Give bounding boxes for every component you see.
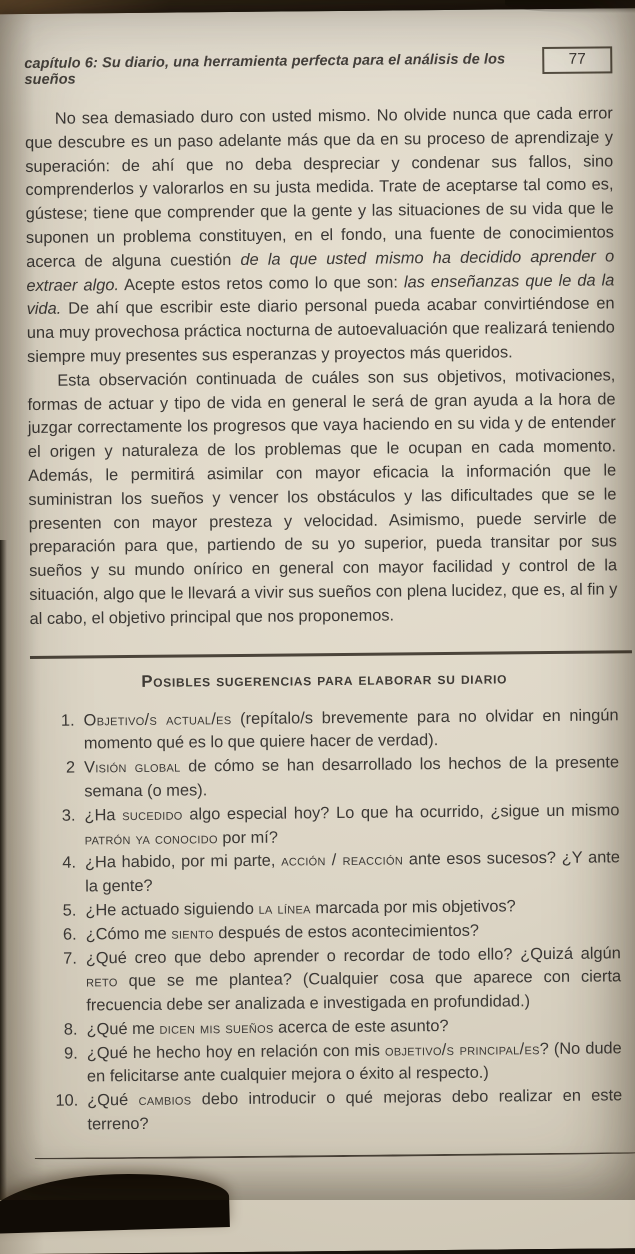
paragraph <box>25 102 615 369</box>
text-segment: (repítalo/s brevemente para no olvidar en ningún momento qué es lo que quiere hacer de verdad). <box>83 705 619 753</box>
text-segment: algo especial hoy? Lo que ha ocurrido, ¿sigue un mismo <box>182 801 620 824</box>
text-segment: que se me plantea? (Cualquier cosa que aparece con cierta frecuencia debe ser analizada e investigada en profundidad.) <box>86 967 622 1015</box>
list-item-number: 5. <box>62 901 77 920</box>
list-item <box>47 942 622 1019</box>
text-segment: marcada por mis objetivos? <box>310 897 516 918</box>
text-segment: ¿Qué he hecho hoy en relación con mis <box>86 1041 386 1063</box>
body-paragraphs <box>25 102 618 631</box>
chapter-header <box>24 47 542 88</box>
page-content <box>0 8 635 1254</box>
text-segment: por mí? <box>217 828 279 847</box>
text-segment: ¿He actuado siguiendo <box>85 899 259 920</box>
list-item-number: 3. <box>61 806 76 825</box>
text-segment: ¿Ha habido, por mi parte, <box>84 851 282 872</box>
list-item <box>45 799 619 852</box>
text-segment: ¿Qué creo que debo aprender o recordar de todo ello? ¿Quizá algún <box>85 943 621 967</box>
text-segment: ante esos sucesos? ¿Y ante la gente? <box>85 848 621 896</box>
text-segment: Objetivo/s actual/es <box>83 709 232 730</box>
page-number-box <box>542 46 612 74</box>
text-segment: acerca de este asunto? <box>273 1016 449 1037</box>
text-segment: ¿Cómo me <box>85 924 172 944</box>
list-item-number: 6. <box>62 925 77 944</box>
list-item <box>46 847 620 900</box>
section-title: Posibles sugerencias para elaborar su diario <box>141 667 508 691</box>
text-segment: ¿Qué <box>87 1091 139 1110</box>
list-item-text <box>85 847 620 900</box>
text-segment: patrón ya conocido <box>84 828 218 848</box>
text-segment: sucedido <box>122 805 183 824</box>
list-item-text <box>87 1037 622 1090</box>
list-item-number: 9. <box>64 1044 78 1063</box>
list-item-text <box>87 1085 622 1138</box>
photo-left-page-edge <box>0 540 7 1200</box>
list-item <box>44 704 618 757</box>
list-item <box>48 1085 622 1138</box>
text-segment: Acepte estos retos como lo que son: <box>118 272 404 294</box>
text-segment: de cómo se han desarrollado los hechos de la presente semana (o mes). <box>84 753 620 801</box>
list-item-text <box>84 751 619 804</box>
text-segment: después de estos acontecimientos? <box>213 921 480 942</box>
text-segment: de la que usted mismo ha decidido aprender o extraer algo. <box>26 247 615 295</box>
text-segment: dicen mis sueños <box>159 1018 274 1038</box>
list-item-number: 2 <box>65 758 76 777</box>
list-item-number: 7. <box>63 949 77 968</box>
text-segment: No sea demasiado duro con usted mismo. No olvide nunca que cada error que descubre es un paso adelante más que da en su proceso de aprendizaje y superación: de ahí que no deba despreciar y condenar sus fallos, sino comprenderlos y valorarlos en su justa medida. Trate de aceptarse tal como es, gústese; tiene que comprender que la gente y las situaciones de su vida que le suponen un problema constituyen, en el fondo, una fuente de conocimientos acerca de alguna cuestión <box>24 104 615 271</box>
page-number: 77 <box>568 50 586 68</box>
list-item-number: 8. <box>63 1020 78 1039</box>
text-segment: De ahí que escribir este diario personal pueda acabar convirtiéndose en una muy provechosa práctica nocturna de autoevaluación que realizará teniendo siempre muy presentes sus esperanzas y proyectos más queridos. <box>26 294 615 366</box>
section-divider-top <box>30 650 632 659</box>
text-segment: Esta observación continuada de cuáles son sus objetivos, motivaciones, formas de actuar y tipo de vida en general le será de gran ayuda a la hora de juzgar correctamente los progresos que vaya haciendo en su vida y de entender el origen y naturaleza de los problemas que le ocupan en cada momento. Además, le permitirá asimilar con mayor eficacia la información que le suministran los sueños y vencer los obstáculos y las dificultades que se le presenten con mayor presteza y velocidad. Asimismo, puede servirle de preparación para que, partiendo de su yo superior, pueda transitar por sus sueños y su mundo onírico en general con mayor facilidad y control de la situación, algo que le llevará a vivir sus sueños con plena lucidez, que es, al fin y al cabo, el objetivo principal que nos proponemos. <box>27 366 618 628</box>
list-item-text <box>86 942 622 1019</box>
text-segment: objetivo/s principal/es <box>384 1039 540 1060</box>
running-header <box>24 46 612 88</box>
list-item <box>45 751 619 804</box>
list-item <box>48 1037 622 1090</box>
text-segment: ¿Ha <box>84 805 123 825</box>
text-segment: ? (No dude en felicitarse ante cualquier mejora o éxito al respecto.) <box>86 1039 622 1086</box>
book-page <box>0 8 635 1254</box>
section-divider-bottom <box>35 1152 635 1160</box>
chapter-title: Su diario, una herramienta perfecta para el análisis de los sueños <box>24 51 506 89</box>
list-item-text <box>83 704 618 757</box>
text-segment: Visión global <box>83 757 181 777</box>
text-segment: acción / reacción <box>281 850 404 870</box>
paragraph <box>27 364 617 631</box>
text-segment: ¿Qué me <box>86 1019 160 1039</box>
text-segment: reto <box>86 972 118 991</box>
list-item-text <box>84 799 619 852</box>
list-item-number: 10. <box>55 1091 79 1111</box>
suggestions-list <box>30 704 622 1138</box>
chapter-label: capítulo 6: <box>24 55 98 73</box>
list-item-number: 4. <box>62 853 77 873</box>
text-segment: siento <box>171 923 214 943</box>
text-segment: las enseñanzas que le da la vida. <box>26 270 615 319</box>
text-segment: la línea <box>258 899 311 918</box>
list-item-number: 1. <box>60 711 75 730</box>
text-segment: cambios <box>138 1090 192 1110</box>
text-segment: debo introducir o qué mejoras debo realizar en este terreno? <box>87 1086 623 1134</box>
